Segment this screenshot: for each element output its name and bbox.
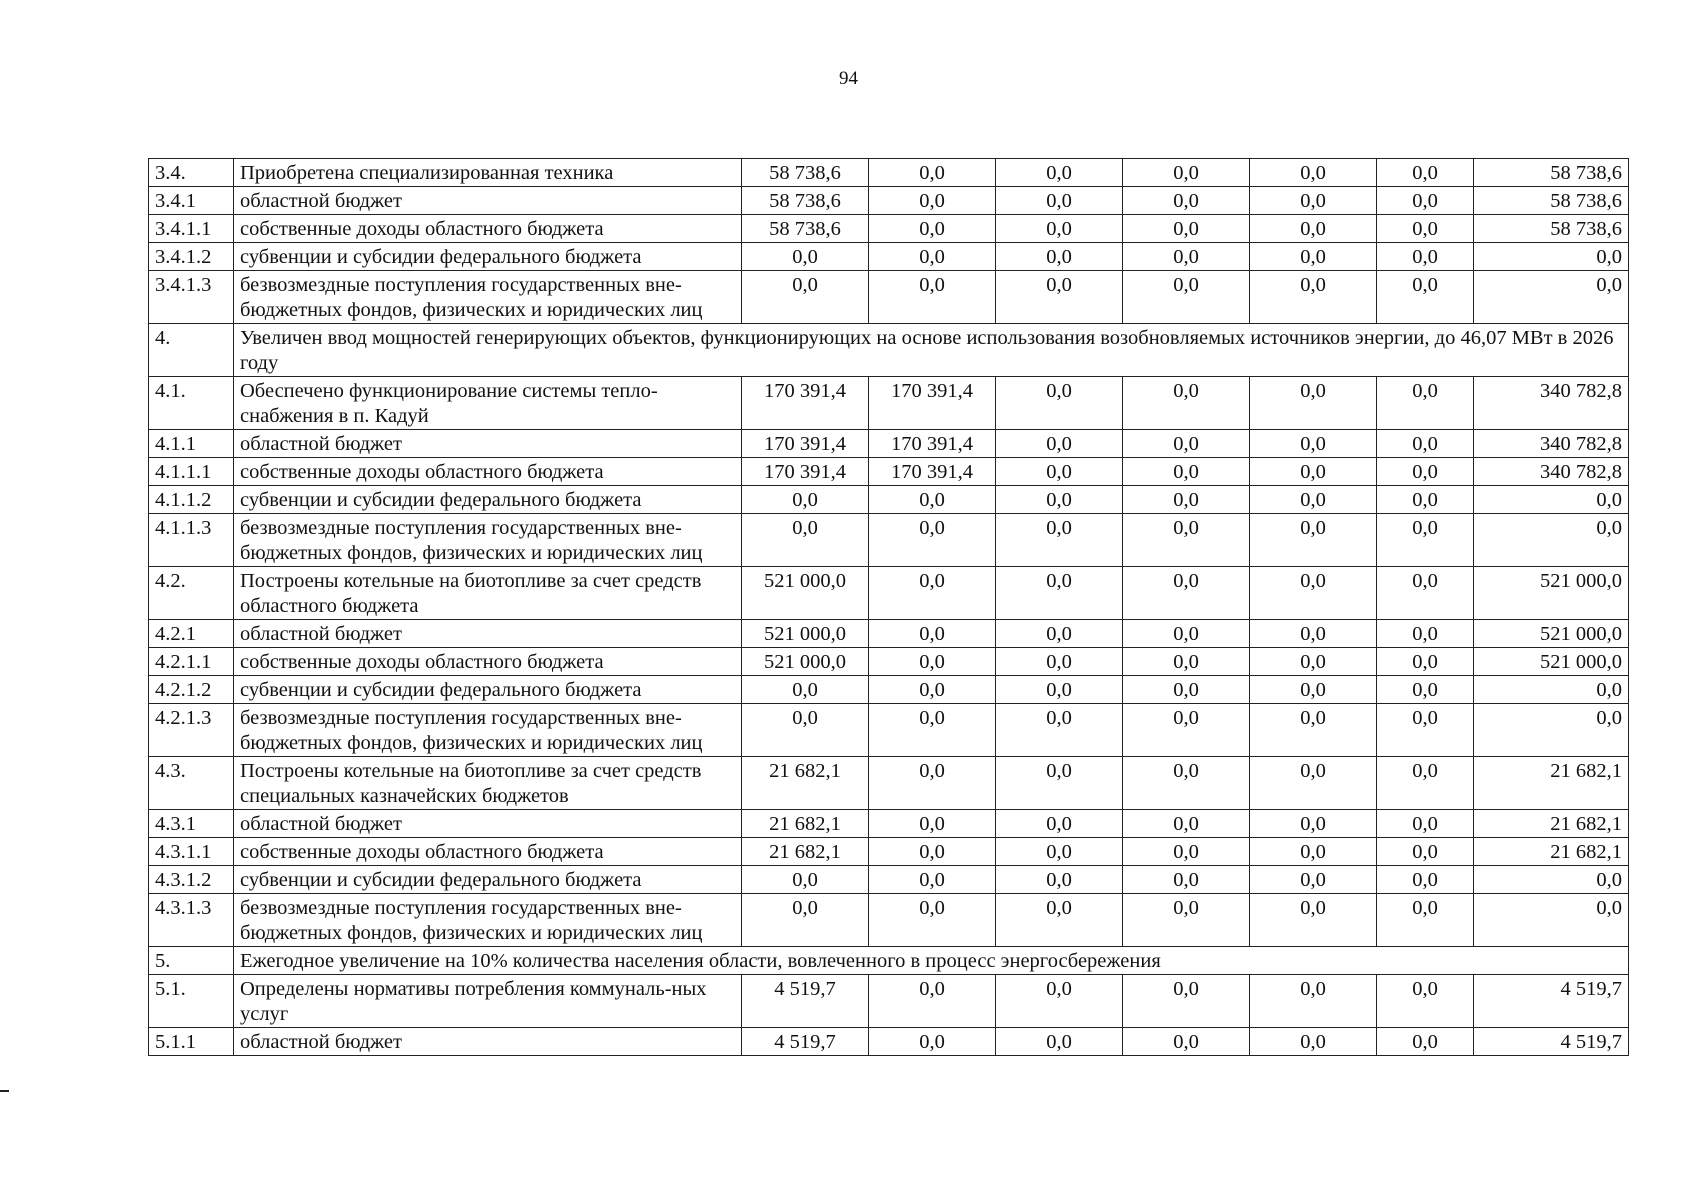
value-cell: 0,0 xyxy=(1250,838,1377,866)
row-name: областной бюджет xyxy=(234,430,742,458)
value-cell: 0,0 xyxy=(1377,486,1474,514)
row-name: областной бюджет xyxy=(234,187,742,215)
value-cell: 0,0 xyxy=(869,648,996,676)
value-cell: 0,0 xyxy=(742,704,869,757)
value-cell: 0,0 xyxy=(1250,159,1377,187)
table-row xyxy=(149,620,1629,648)
value-cell: 0,0 xyxy=(1123,757,1250,810)
row-name: собственные доходы областного бюджета xyxy=(234,838,742,866)
value-cell: 0,0 xyxy=(1123,458,1250,486)
value-total: 21 682,1 xyxy=(1474,810,1629,838)
value-cell: 0,0 xyxy=(1250,377,1377,430)
value-cell: 0,0 xyxy=(1377,514,1474,567)
table-row xyxy=(149,486,1629,514)
value-cell: 170 391,4 xyxy=(869,430,996,458)
table-body xyxy=(149,159,1629,1056)
value-cell: 0,0 xyxy=(1250,648,1377,676)
value-total: 0,0 xyxy=(1474,243,1629,271)
value-cell: 0,0 xyxy=(1377,676,1474,704)
row-code: 4.2.1.2 xyxy=(149,676,234,704)
row-code: 5. xyxy=(149,947,234,975)
value-cell: 0,0 xyxy=(1250,757,1377,810)
value-total: 58 738,6 xyxy=(1474,215,1629,243)
value-total: 21 682,1 xyxy=(1474,757,1629,810)
value-total: 0,0 xyxy=(1474,866,1629,894)
value-cell: 170 391,4 xyxy=(869,377,996,430)
value-cell: 58 738,6 xyxy=(742,159,869,187)
value-cell: 0,0 xyxy=(996,1028,1123,1056)
row-code: 4.1.1.1 xyxy=(149,458,234,486)
row-code: 4.2.1.1 xyxy=(149,648,234,676)
value-cell: 0,0 xyxy=(869,866,996,894)
value-cell: 0,0 xyxy=(996,458,1123,486)
row-name: собственные доходы областного бюджета xyxy=(234,458,742,486)
value-cell: 0,0 xyxy=(1250,567,1377,620)
value-cell: 58 738,6 xyxy=(742,215,869,243)
value-cell: 0,0 xyxy=(869,810,996,838)
value-cell: 0,0 xyxy=(1123,187,1250,215)
value-cell: 0,0 xyxy=(1250,1028,1377,1056)
value-cell: 0,0 xyxy=(1123,486,1250,514)
value-cell: 0,0 xyxy=(1250,215,1377,243)
value-cell: 0,0 xyxy=(1250,458,1377,486)
row-code: 5.1. xyxy=(149,975,234,1028)
value-cell: 0,0 xyxy=(869,704,996,757)
value-cell: 0,0 xyxy=(1123,243,1250,271)
value-cell: 0,0 xyxy=(1377,894,1474,947)
value-cell: 170 391,4 xyxy=(742,377,869,430)
value-cell: 0,0 xyxy=(1123,377,1250,430)
page-number: 94 xyxy=(839,68,858,89)
value-total: 58 738,6 xyxy=(1474,159,1629,187)
value-total: 340 782,8 xyxy=(1474,377,1629,430)
value-cell: 0,0 xyxy=(1123,704,1250,757)
table-row xyxy=(149,243,1629,271)
value-cell: 0,0 xyxy=(996,866,1123,894)
value-cell: 0,0 xyxy=(996,704,1123,757)
table-row xyxy=(149,866,1629,894)
value-cell: 0,0 xyxy=(1377,458,1474,486)
value-cell: 0,0 xyxy=(996,271,1123,324)
row-name: безвозмездные поступления государственных вне-бюджетных фондов, физических и юридических лиц xyxy=(234,271,742,324)
table-row xyxy=(149,894,1629,947)
row-code: 4.1.1.3 xyxy=(149,514,234,567)
value-cell: 0,0 xyxy=(1377,975,1474,1028)
value-cell: 0,0 xyxy=(742,894,869,947)
value-cell: 0,0 xyxy=(869,1028,996,1056)
value-cell: 0,0 xyxy=(869,159,996,187)
value-total: 4 519,7 xyxy=(1474,1028,1629,1056)
table-row xyxy=(149,271,1629,324)
value-cell: 0,0 xyxy=(742,676,869,704)
value-total: 521 000,0 xyxy=(1474,648,1629,676)
value-cell: 0,0 xyxy=(869,757,996,810)
value-cell: 0,0 xyxy=(1250,704,1377,757)
value-cell: 0,0 xyxy=(869,894,996,947)
row-code: 4.3.1.2 xyxy=(149,866,234,894)
value-cell: 0,0 xyxy=(742,514,869,567)
value-cell: 170 391,4 xyxy=(742,458,869,486)
value-cell: 170 391,4 xyxy=(869,458,996,486)
value-cell: 0,0 xyxy=(1123,648,1250,676)
value-cell: 0,0 xyxy=(1250,514,1377,567)
value-cell: 0,0 xyxy=(1123,271,1250,324)
value-cell: 0,0 xyxy=(1123,514,1250,567)
value-cell: 0,0 xyxy=(1250,486,1377,514)
value-cell: 0,0 xyxy=(996,620,1123,648)
value-cell: 0,0 xyxy=(996,838,1123,866)
value-cell: 0,0 xyxy=(869,486,996,514)
table-row xyxy=(149,458,1629,486)
value-cell: 0,0 xyxy=(869,243,996,271)
row-name: собственные доходы областного бюджета xyxy=(234,215,742,243)
row-code: 5.1.1 xyxy=(149,1028,234,1056)
value-cell: 0,0 xyxy=(996,215,1123,243)
row-name: субвенции и субсидии федерального бюджета xyxy=(234,486,742,514)
value-cell: 0,0 xyxy=(869,514,996,567)
value-cell: 0,0 xyxy=(1250,866,1377,894)
row-name: областной бюджет xyxy=(234,810,742,838)
table-row xyxy=(149,187,1629,215)
budget-table xyxy=(148,158,1629,1056)
value-cell: 0,0 xyxy=(1123,810,1250,838)
value-cell: 0,0 xyxy=(996,676,1123,704)
row-code: 4.3.1 xyxy=(149,810,234,838)
value-cell: 0,0 xyxy=(1377,271,1474,324)
table-row xyxy=(149,648,1629,676)
value-cell: 0,0 xyxy=(996,810,1123,838)
value-cell: 0,0 xyxy=(1377,704,1474,757)
value-cell: 0,0 xyxy=(1123,430,1250,458)
value-cell: 21 682,1 xyxy=(742,838,869,866)
value-cell: 0,0 xyxy=(1123,1028,1250,1056)
margin-dash xyxy=(0,1090,9,1092)
value-total: 0,0 xyxy=(1474,704,1629,757)
value-cell: 0,0 xyxy=(869,838,996,866)
value-cell: 0,0 xyxy=(996,377,1123,430)
value-cell: 21 682,1 xyxy=(742,810,869,838)
value-cell: 0,0 xyxy=(869,271,996,324)
table-row xyxy=(149,704,1629,757)
value-total: 21 682,1 xyxy=(1474,838,1629,866)
table-row xyxy=(149,430,1629,458)
value-cell: 0,0 xyxy=(996,430,1123,458)
value-total: 0,0 xyxy=(1474,514,1629,567)
value-cell: 0,0 xyxy=(1377,866,1474,894)
value-cell: 0,0 xyxy=(1123,620,1250,648)
value-cell: 0,0 xyxy=(1123,894,1250,947)
value-cell: 0,0 xyxy=(1377,377,1474,430)
value-total: 340 782,8 xyxy=(1474,458,1629,486)
value-total: 0,0 xyxy=(1474,676,1629,704)
row-code: 4.2.1 xyxy=(149,620,234,648)
value-cell: 0,0 xyxy=(1250,975,1377,1028)
value-cell: 0,0 xyxy=(1250,187,1377,215)
row-name: собственные доходы областного бюджета xyxy=(234,648,742,676)
value-cell: 0,0 xyxy=(996,159,1123,187)
row-name: Построены котельные на биотопливе за счет средств областного бюджета xyxy=(234,567,742,620)
value-cell: 0,0 xyxy=(1250,243,1377,271)
value-cell: 0,0 xyxy=(869,620,996,648)
value-cell: 0,0 xyxy=(1123,676,1250,704)
row-name: безвозмездные поступления государственных вне-бюджетных фондов, физических и юридических лиц xyxy=(234,704,742,757)
value-cell: 0,0 xyxy=(996,243,1123,271)
value-cell: 0,0 xyxy=(1377,648,1474,676)
value-cell: 0,0 xyxy=(1123,159,1250,187)
row-code: 3.4.1 xyxy=(149,187,234,215)
table-row xyxy=(149,377,1629,430)
value-cell: 0,0 xyxy=(1377,159,1474,187)
value-cell: 0,0 xyxy=(1377,567,1474,620)
value-cell: 0,0 xyxy=(996,187,1123,215)
value-total: 521 000,0 xyxy=(1474,567,1629,620)
value-total: 521 000,0 xyxy=(1474,620,1629,648)
row-code: 4.3. xyxy=(149,757,234,810)
value-cell: 0,0 xyxy=(1250,810,1377,838)
value-cell: 0,0 xyxy=(869,215,996,243)
table-row xyxy=(149,975,1629,1028)
value-cell: 0,0 xyxy=(1377,1028,1474,1056)
value-cell: 0,0 xyxy=(1250,430,1377,458)
value-cell: 0,0 xyxy=(1377,757,1474,810)
table-row xyxy=(149,757,1629,810)
row-name: областной бюджет xyxy=(234,620,742,648)
value-total: 0,0 xyxy=(1474,271,1629,324)
row-code: 4.1.1.2 xyxy=(149,486,234,514)
value-cell: 0,0 xyxy=(1377,215,1474,243)
row-name: безвозмездные поступления государственных вне-бюджетных фондов, физических и юридических лиц xyxy=(234,894,742,947)
row-code: 4.2. xyxy=(149,567,234,620)
value-total: 340 782,8 xyxy=(1474,430,1629,458)
value-cell: 0,0 xyxy=(1250,620,1377,648)
value-cell: 0,0 xyxy=(996,514,1123,567)
value-cell: 0,0 xyxy=(742,243,869,271)
value-cell: 4 519,7 xyxy=(742,975,869,1028)
row-code: 4.2.1.3 xyxy=(149,704,234,757)
value-cell: 0,0 xyxy=(996,648,1123,676)
row-name: субвенции и субсидии федерального бюджета xyxy=(234,243,742,271)
value-cell: 0,0 xyxy=(1377,430,1474,458)
table-row xyxy=(149,159,1629,187)
table-row xyxy=(149,215,1629,243)
row-code: 4. xyxy=(149,324,234,377)
row-code: 3.4.1.1 xyxy=(149,215,234,243)
row-name: Обеспечено функционирование системы тепло-снабжения в п. Кадуй xyxy=(234,377,742,430)
row-code: 4.3.1.3 xyxy=(149,894,234,947)
value-cell: 21 682,1 xyxy=(742,757,869,810)
row-code: 3.4.1.3 xyxy=(149,271,234,324)
section-row xyxy=(149,947,1629,975)
table-row xyxy=(149,567,1629,620)
value-cell: 0,0 xyxy=(1123,567,1250,620)
row-name: Приобретена специализированная техника xyxy=(234,159,742,187)
row-name: субвенции и субсидии федерального бюджета xyxy=(234,676,742,704)
value-cell: 0,0 xyxy=(1377,810,1474,838)
table-row xyxy=(149,676,1629,704)
table-row xyxy=(149,810,1629,838)
value-cell: 0,0 xyxy=(1377,243,1474,271)
row-code: 4.1.1 xyxy=(149,430,234,458)
value-cell: 0,0 xyxy=(1377,838,1474,866)
value-cell: 0,0 xyxy=(1377,620,1474,648)
value-cell: 0,0 xyxy=(996,567,1123,620)
value-cell: 0,0 xyxy=(742,486,869,514)
row-name: безвозмездные поступления государственных вне-бюджетных фондов, физических и юридических лиц xyxy=(234,514,742,567)
value-cell: 0,0 xyxy=(1123,975,1250,1028)
value-total: 0,0 xyxy=(1474,894,1629,947)
row-name: Определены нормативы потребления коммуналь-ных услуг xyxy=(234,975,742,1028)
value-cell: 4 519,7 xyxy=(742,1028,869,1056)
value-cell: 170 391,4 xyxy=(742,430,869,458)
value-cell: 0,0 xyxy=(1123,215,1250,243)
row-code: 4.1. xyxy=(149,377,234,430)
value-cell: 0,0 xyxy=(742,271,869,324)
value-cell: 0,0 xyxy=(1377,187,1474,215)
value-cell: 0,0 xyxy=(1123,866,1250,894)
value-cell: 0,0 xyxy=(869,676,996,704)
value-total: 58 738,6 xyxy=(1474,187,1629,215)
value-cell: 0,0 xyxy=(996,486,1123,514)
value-cell: 0,0 xyxy=(996,894,1123,947)
table-row xyxy=(149,1028,1629,1056)
value-cell: 0,0 xyxy=(1123,838,1250,866)
value-cell: 0,0 xyxy=(996,975,1123,1028)
row-name: Построены котельные на биотопливе за счет средств специальных казначейских бюджетов xyxy=(234,757,742,810)
value-total: 4 519,7 xyxy=(1474,975,1629,1028)
row-code: 4.3.1.1 xyxy=(149,838,234,866)
table-row xyxy=(149,838,1629,866)
row-code: 3.4.1.2 xyxy=(149,243,234,271)
row-name: субвенции и субсидии федерального бюджета xyxy=(234,866,742,894)
section-row xyxy=(149,324,1629,377)
value-cell: 0,0 xyxy=(869,567,996,620)
value-cell: 0,0 xyxy=(869,187,996,215)
value-cell: 0,0 xyxy=(1250,894,1377,947)
value-cell: 0,0 xyxy=(996,757,1123,810)
value-cell: 0,0 xyxy=(1250,271,1377,324)
table-row xyxy=(149,514,1629,567)
value-cell: 0,0 xyxy=(742,866,869,894)
value-cell: 521 000,0 xyxy=(742,620,869,648)
value-cell: 521 000,0 xyxy=(742,648,869,676)
section-title: Увеличен ввод мощностей генерирующих объектов, функционирующих на основе использования возобновляемых источников энергии, до 46,07 МВт в 2026 году xyxy=(234,324,1629,377)
value-cell: 521 000,0 xyxy=(742,567,869,620)
section-title: Ежегодное увеличение на 10% количества населения области, вовлеченного в процесс энергосбережения xyxy=(234,947,1629,975)
value-cell: 58 738,6 xyxy=(742,187,869,215)
value-cell: 0,0 xyxy=(869,975,996,1028)
row-code: 3.4. xyxy=(149,159,234,187)
row-name: областной бюджет xyxy=(234,1028,742,1056)
value-cell: 0,0 xyxy=(1250,676,1377,704)
value-total: 0,0 xyxy=(1474,486,1629,514)
